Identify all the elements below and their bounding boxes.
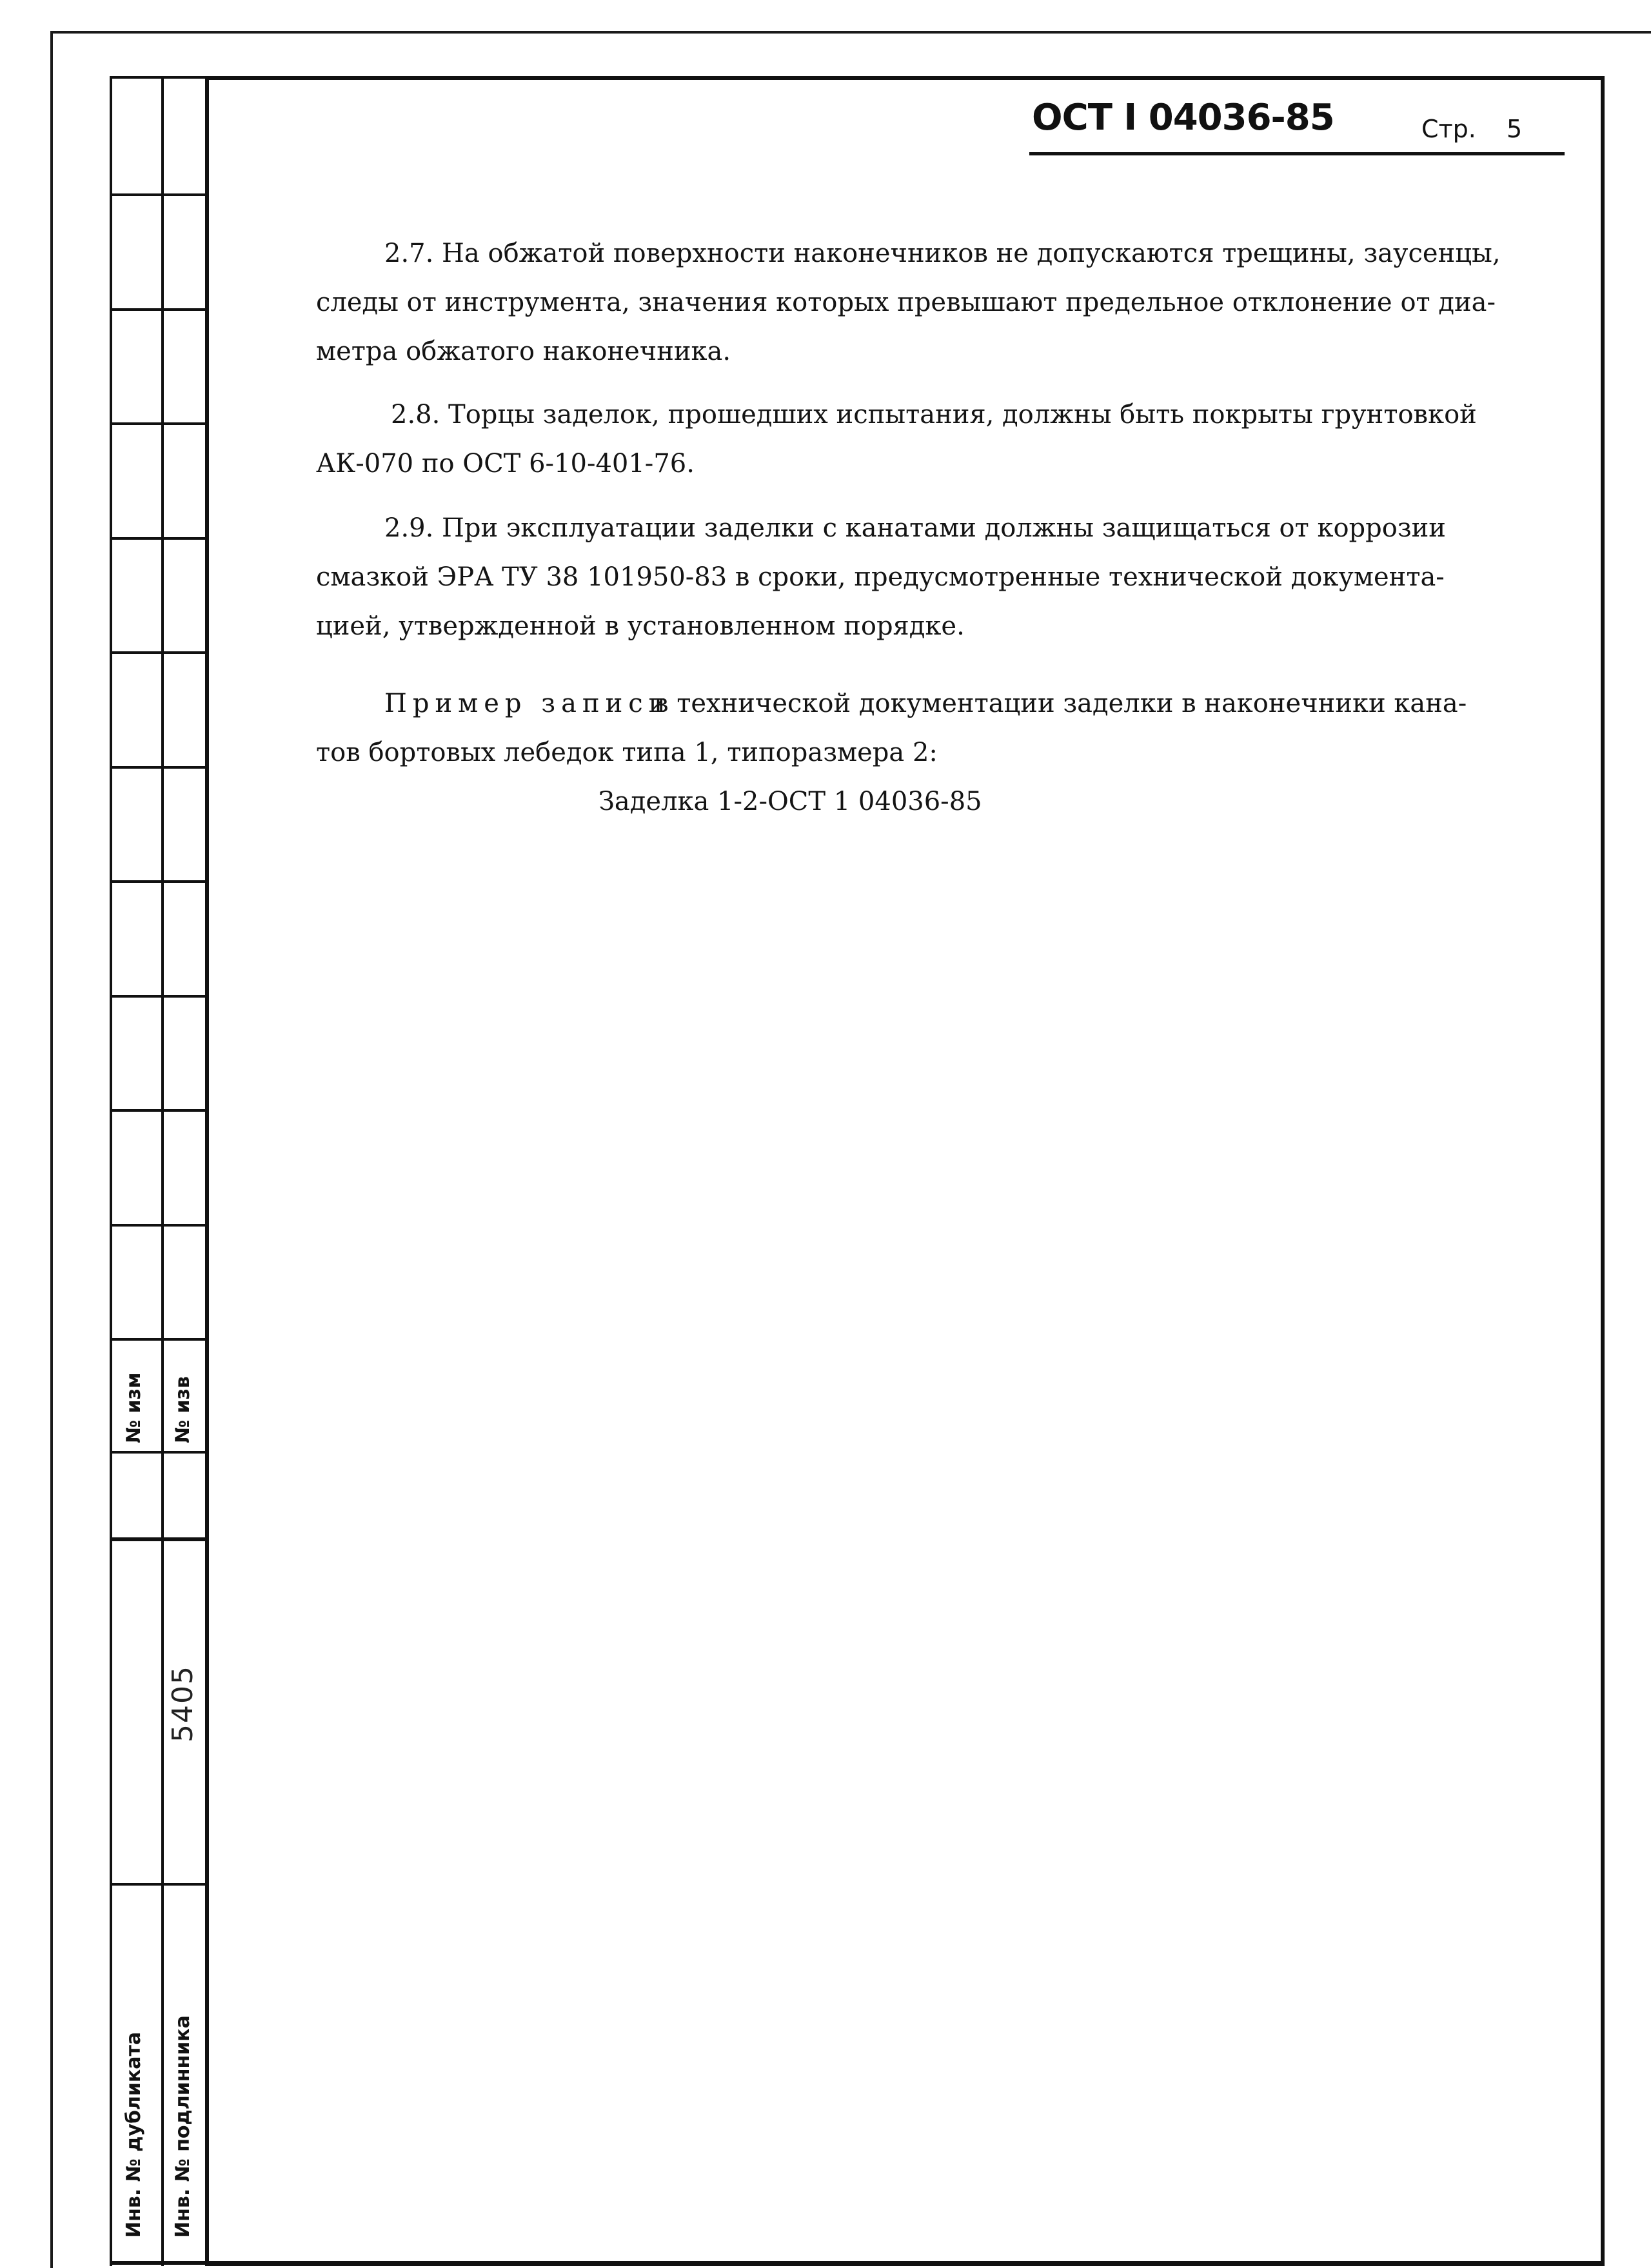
- stamp-grid-line: [110, 193, 206, 196]
- stamp-grid-line: [110, 422, 206, 425]
- stamp-grid-line: [110, 1537, 206, 1541]
- stamp-top-rule: [110, 76, 206, 79]
- stamp-grid-line: [110, 995, 206, 998]
- scan-edge-top: [50, 31, 1651, 34]
- para-2-8-line-1: 2.8. Торцы заделок, прошедших испытания, должны быть покрыты грунтовкой: [391, 400, 1477, 429]
- stamp-grid-line: [110, 1109, 206, 1112]
- scan-edge-left: [50, 32, 53, 2268]
- document-code: ОСТ I 04036-85: [1032, 97, 1334, 139]
- para-2-8-line-2: АК-070 по ОСТ 6-10-401-76.: [316, 449, 695, 478]
- para-2-7-line-1: 2.7. На обжатой поверхности наконечников не допускаются трещины, заусенцы,: [384, 239, 1501, 268]
- page-bottom-rule: [110, 2261, 1605, 2265]
- stamp-grid-line: [110, 1883, 206, 1886]
- para-2-7-line-3: метра обжатого наконечника.: [316, 337, 731, 366]
- page-label: Стр.: [1421, 115, 1476, 143]
- stamp-grid-line: [110, 651, 206, 654]
- stamp-grid-line: [110, 1338, 206, 1341]
- stamp-grid-line: [110, 1224, 206, 1227]
- para-2-9-line-3: цией, утвержденной в установленном порядке.: [316, 611, 965, 641]
- stamp-grid-line: [110, 537, 206, 540]
- stamp-label-izm: № изм: [123, 1372, 145, 1443]
- header-underline: [1029, 152, 1565, 155]
- para-2-9-line-1: 2.9. При эксплуатации заделки с канатами должны защищаться от коррозии: [384, 513, 1446, 543]
- example-designation: Заделка 1-2-ОСТ 1 04036-85: [598, 787, 982, 816]
- stamp-label-dublikata: Инв. № дубликата: [123, 2031, 145, 2238]
- stamp-grid-line: [110, 880, 206, 883]
- page-number: 5: [1507, 115, 1523, 143]
- stamp-grid-line: [110, 1451, 206, 1454]
- stamp-column-outer: [110, 76, 161, 2266]
- para-2-9-line-2: смазкой ЭРА ТУ 38 101950-83 в сроки, предусмотренные технической документа-: [316, 562, 1445, 592]
- example-lead: Пример записи: [384, 689, 672, 718]
- stamp-label-izv: № изв: [172, 1376, 194, 1443]
- para-2-7-line-2: следы от инструмента, значения которых превышают предельное отклонение от диа-: [316, 288, 1496, 317]
- example-line-1: в технической документации заделки в наконечники кана-: [654, 689, 1467, 718]
- stamp-column-inner: [161, 76, 206, 2266]
- inventory-number: 5405: [166, 1665, 199, 1742]
- stamp-grid-line: [110, 766, 206, 769]
- stamp-grid-line: [110, 308, 206, 311]
- stamp-label-podlinnika: Инв. № подлинника: [172, 2015, 194, 2238]
- example-line-2: тов бортовых лебедок типа 1, типоразмера 2:: [316, 738, 938, 767]
